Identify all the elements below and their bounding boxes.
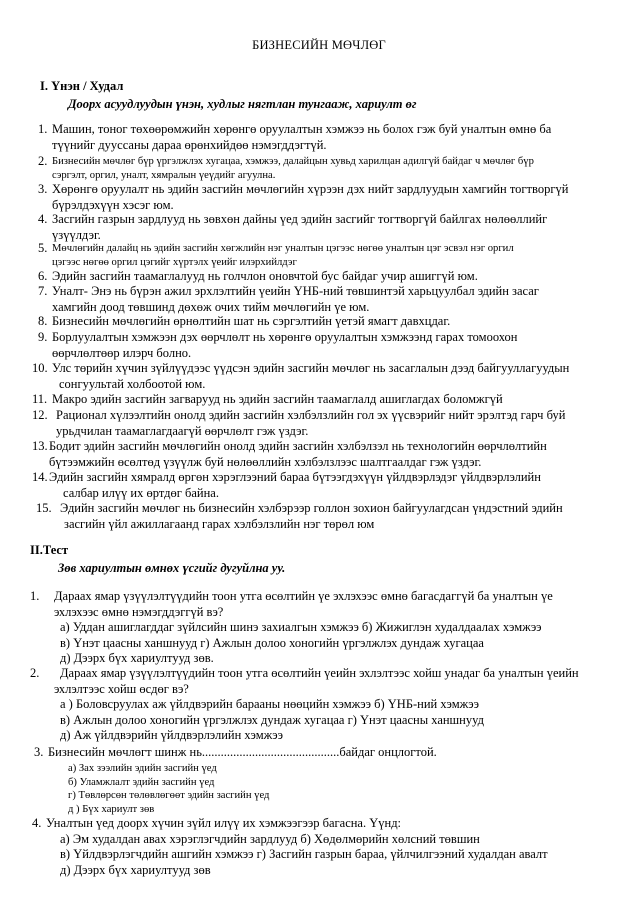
section1-instruction: Доорх асуудлуудын үнэн, худлыг нягтлан тунгааж, хариулт өг xyxy=(68,97,417,111)
tf-item-line: өөрчлөлтөөр илэрч болно. xyxy=(52,345,192,360)
test-question-4 xyxy=(32,816,548,878)
tf-item-number: 10. xyxy=(32,361,48,375)
question-number: 1. xyxy=(30,589,40,603)
tf-item-8 xyxy=(38,314,450,330)
answer-option: а) Зах зээлийн эдийн засгийн үед xyxy=(68,763,217,774)
tf-item-number: 13. xyxy=(32,439,48,453)
tf-item-line: Рационал хүлээлтийн онолд эдийн засгийн хэлбэлзлийн гол эх үүсвэрийг нийт эрэлтэд гарч буй xyxy=(56,408,566,422)
document-title: БИЗНЕСИЙН МӨЧЛӨГ xyxy=(252,38,386,52)
tf-item-number: 8. xyxy=(38,314,48,328)
tf-item-number: 6. xyxy=(38,269,48,283)
tf-item-3 xyxy=(38,182,568,213)
tf-item-1 xyxy=(38,122,551,153)
answer-option: а) Уддан ашиглагддаг зүйлсийн шинэ захиалгын хэмжээ б) Жижиглэн худалдаалах хэмжээ xyxy=(60,620,542,634)
tf-item-line: Хөрөнгө оруулалт нь эдийн засгийн мөчлөгийн хүрээн дэх нийт зардлуудын хамгийн тогтворгүй xyxy=(52,182,569,196)
tf-item-number: 2. xyxy=(38,154,48,168)
tf-item-line: Засгийн газрын зардлууд нь зөвхөн дайны үед эдийн засгийг тогтворгүй байлгах нөлөөллийг xyxy=(52,212,548,226)
tf-item-number: 11. xyxy=(32,392,48,406)
answer-option: д) Аж үйлдвэрийн үйлдвэрлэлийн хэмжээ xyxy=(60,728,283,742)
tf-item-line: Эдийн засгийн хямралд өргөн хэрэглээний бараа бүтээгдэхүүн үйлдвэрлэдэг үйлдвэрлэлийн xyxy=(49,470,541,484)
tf-item-2 xyxy=(38,155,534,182)
test-question-2 xyxy=(30,666,579,744)
tf-item-line: Эдийн засгийн мөчлөг нь бизнесийн хэлбэрээр голлон зохион байгуулагдсан үндэстний эдийн xyxy=(60,501,563,515)
tf-item-number: 5. xyxy=(38,241,48,255)
tf-item-5 xyxy=(38,242,514,269)
tf-item-6 xyxy=(38,269,478,285)
test-question-3 xyxy=(34,745,437,761)
tf-item-number: 15. xyxy=(36,501,52,515)
tf-item-line: Бизнесийн мөчлөг бүр үргэлжлэх хугацаа, хэмжээ, далайцын хувьд харилцан адилгүй байдаг ч мөчлөг бүр xyxy=(52,156,534,167)
tf-item-line: бүрэлдэхүүн хэсэг юм. xyxy=(52,197,174,212)
tf-item-line: засгийн үйл ажиллагаанд гарах хэлбэлзлийн нэг төрөл юм xyxy=(64,516,375,531)
answer-option: д) Дээрх бүх хариултууд зөв xyxy=(60,862,211,877)
answer-option: д) Дээрх бүх хариултууд зөв. xyxy=(60,651,214,665)
tf-item-13 xyxy=(32,439,547,470)
tf-item-line: Машин, тоног төхөөрөмжийн хөрөнгө оруулалтын хэмжээ нь болох гэж буй уналтын өмнө ба xyxy=(52,122,552,136)
tf-item-7 xyxy=(38,284,539,315)
answer-option: б) Уламжлалт эдийн засгийн үед xyxy=(68,776,215,788)
question-line: эхлэхээс өмнө нэмэгддэггүй вэ? xyxy=(54,604,224,619)
test-question-1 xyxy=(30,589,553,667)
tf-item-14 xyxy=(32,470,541,501)
tf-item-12 xyxy=(32,408,565,439)
tf-item-line: Мөчлөгийн далайц нь эдийн засгийн хөгжлийн нэг уналтын цэгээс нөгөө уналтын цэг эсвэл нэг оргил xyxy=(52,243,514,254)
test-question-3-options xyxy=(68,762,269,816)
tf-item-number: 9. xyxy=(38,330,48,344)
tf-item-line: бүтээмжийн өсөлтөд үзүүлж буй нөлөөллийн хэлбэлзлээс шалтгаалдаг гэж үздэг. xyxy=(49,454,482,469)
question-line: Бизнесийн мөчлөгт шинж нь............................................байдаг онцлогтой. xyxy=(48,745,437,759)
question-number: 4. xyxy=(32,816,42,830)
tf-item-line: Улс төрийн хүчин зүйлүүдээс үүдсэн эдийн засгийн мөчлөг нь засаглалын дээд байгууллагуудын xyxy=(52,361,570,375)
tf-item-number: 12. xyxy=(32,408,48,422)
question-line: Уналтын үед доорх хүчин зүйл илүү их хэмжээгээр багасна. Үүнд: xyxy=(46,816,402,830)
question-line: эхлэлтээс хойш өсдөг вэ? xyxy=(54,681,189,696)
tf-item-line: үзүүлдэг. xyxy=(52,227,101,242)
tf-item-line: Борлуулалтын хэмжээн дэх өөрчлөлт нь хөрөнгө оруулалтын хэмжээнд гарах томоохон xyxy=(52,330,518,344)
answer-option: г) Төвлөрсөн төлөвлөгөөт эдийн засгийн үед xyxy=(68,790,270,801)
question-line: Дараах ямар үзүүлэлтүүдийн тоон утга өсөлтийн үеийн эхлэлтээс хойш унадаг ба уналтын үеийн xyxy=(60,666,579,680)
tf-item-line: Бизнесийн мөчлөгийн өрнөлтийн шат нь сэргэлтийн үетэй ямагт давхцдаг. xyxy=(52,314,451,328)
answer-option: в) Үйлдвэрлэгчдийн ашгийн хэмжээ г) Засгийн газрын бараа, үйлчилгээний худалдан авалт xyxy=(60,847,548,861)
tf-item-number: 14. xyxy=(32,470,48,484)
answer-option: в) Үнэт цаасны ханшнууд г) Ажлын долоо хоногийн үргэлжлэх дундаж хугацаа xyxy=(60,635,484,650)
section1-heading: I. Үнэн / Худал xyxy=(40,79,124,93)
tf-item-line: хамгийн доод төвшинд дөхөж очих тийм мөчлөгийн үе юм. xyxy=(52,299,370,314)
tf-item-line: салбар илүү их өртдөг байна. xyxy=(63,485,219,500)
tf-item-line: Бодит эдийн засгийн мөчлөгийн онолд эдийн засгийн хэлбэлзэл нь технологийн өөрчлөлтийн xyxy=(49,439,547,453)
tf-item-line: Макро эдийн засгийн загварууд нь эдийн засгийн таамаглалд ашиглагдах боломжгүй xyxy=(52,392,503,406)
question-number: 3. xyxy=(34,745,44,759)
tf-item-line: урьдчилан таамаглагдаагүй өөрчлөлт гэж үздэг. xyxy=(56,423,309,438)
answer-option: д ) Бүх хариулт зөв xyxy=(68,803,155,815)
tf-item-number: 7. xyxy=(38,284,48,298)
tf-item-number: 1. xyxy=(38,122,48,136)
question-number: 2. xyxy=(30,666,40,680)
tf-item-number: 4. xyxy=(38,212,48,226)
answer-option: а) Эм худалдан авах хэрэглэгчдийн зардлууд б) Хөдөлмөрийн хөлсний төвшин xyxy=(60,831,480,846)
tf-item-4 xyxy=(38,212,547,243)
answer-option: в) Ажлын долоо хоногийн үргэлжлэх дундаж хугацаа г) Үнэт цаасны ханшнууд xyxy=(60,712,484,727)
tf-item-line: түүнийг дууссаны дараа өрөнхийдөө нэмэгддэгтүй. xyxy=(52,137,327,152)
section2-heading: II.Тест xyxy=(30,543,69,557)
tf-item-line: Эдийн засгийн таамаглалууд нь голчлон оновчтой бус байдаг учир ашиггүй юм. xyxy=(52,269,478,283)
tf-item-number: 3. xyxy=(38,182,48,196)
section2-instruction: Зөв хариултын өмнөх үсгийг дугуйлна уу. xyxy=(58,561,286,575)
tf-item-line: сэргэлт, оргил, уналт, хямралын үеүдийг агуулна. xyxy=(52,169,276,181)
question-line: Дараах ямар үзүүлэлтүүдийн тоон утга өсөлтийн үе эхлэхээс өмнө багасдаггүй ба уналтын үе xyxy=(54,589,553,603)
tf-item-10 xyxy=(32,361,569,392)
tf-item-line: цэгээс нөгөө оргил цэгийг хүртэлх үеийг илэрхийлдэг xyxy=(52,256,297,268)
tf-item-line: Уналт- Энэ нь бүрэн ажил эрхлэлтийн үеийн ҮНБ-ний төвшинтэй харьцуулбал эдийн засаг xyxy=(52,284,539,298)
answer-option: а ) Боловсруулах аж үйлдвэрийн барааны нөөцийн хэмжээ б) ҮНБ-ний хэмжээ xyxy=(60,697,479,711)
tf-item-9 xyxy=(38,330,517,361)
tf-item-line: сонгуультай холбоотой юм. xyxy=(59,376,206,391)
tf-item-11 xyxy=(32,392,503,408)
tf-item-15 xyxy=(36,501,563,532)
